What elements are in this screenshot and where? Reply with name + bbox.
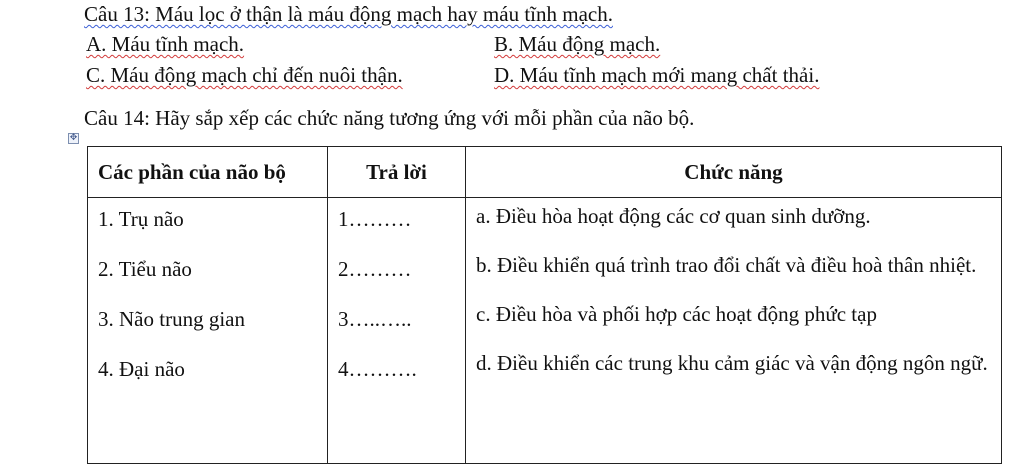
header-function: Chức năng xyxy=(466,147,1002,198)
table-body-row xyxy=(88,198,1002,464)
q13-option-a: A. Máu tĩnh mạch. xyxy=(86,32,245,56)
brain-parts-cell xyxy=(88,198,328,464)
brain-part-item: 4. Đại não xyxy=(98,357,185,381)
table-header-row xyxy=(88,147,1002,198)
question-13-prompt: Câu 13: Máu lọc ở thận là máu động mạch hay máu tĩnh mạch. xyxy=(84,2,613,26)
question-14-prompt: Câu 14: Hãy sắp xếp các chức năng tương ứng với mỗi phần của não bộ. xyxy=(84,106,695,130)
function-item: d. Điều khiển các trung khu cảm giác và vận động ngôn ngữ. xyxy=(476,351,988,375)
answer-blank[interactable]: 1……… xyxy=(338,207,412,231)
brain-part-item: 1. Trụ não xyxy=(98,207,184,231)
table-move-handle-icon[interactable]: ✥ xyxy=(69,133,78,143)
answers-cell xyxy=(328,198,466,464)
function-item: b. Điều khiển quá trình trao đổi chất và điều hoà thân nhiệt. xyxy=(476,253,977,277)
header-answer: Trả lời xyxy=(328,147,466,198)
answer-blank[interactable]: 2……… xyxy=(338,257,412,281)
brain-parts-table xyxy=(87,146,1002,464)
brain-part-item: 3. Não trung gian xyxy=(98,307,245,331)
function-item: a. Điều hòa hoạt động các cơ quan sinh dưỡng. xyxy=(476,204,871,228)
header-brain-parts: Các phần của não bộ xyxy=(88,147,328,198)
answer-blank[interactable]: 4………. xyxy=(338,357,417,381)
q13-option-d: D. Máu tĩnh mạch mới mang chất thải. xyxy=(494,63,820,87)
brain-part-item: 2. Tiểu não xyxy=(98,257,192,281)
q13-option-b: B. Máu động mạch. xyxy=(494,32,661,56)
functions-cell xyxy=(466,198,1002,464)
function-item: c. Điều hòa và phối hợp các hoạt động phức tạp xyxy=(476,302,877,326)
q13-option-c: C. Máu động mạch chỉ đến nuôi thận. xyxy=(86,63,403,87)
answer-blank[interactable]: 3…..….. xyxy=(338,307,412,331)
